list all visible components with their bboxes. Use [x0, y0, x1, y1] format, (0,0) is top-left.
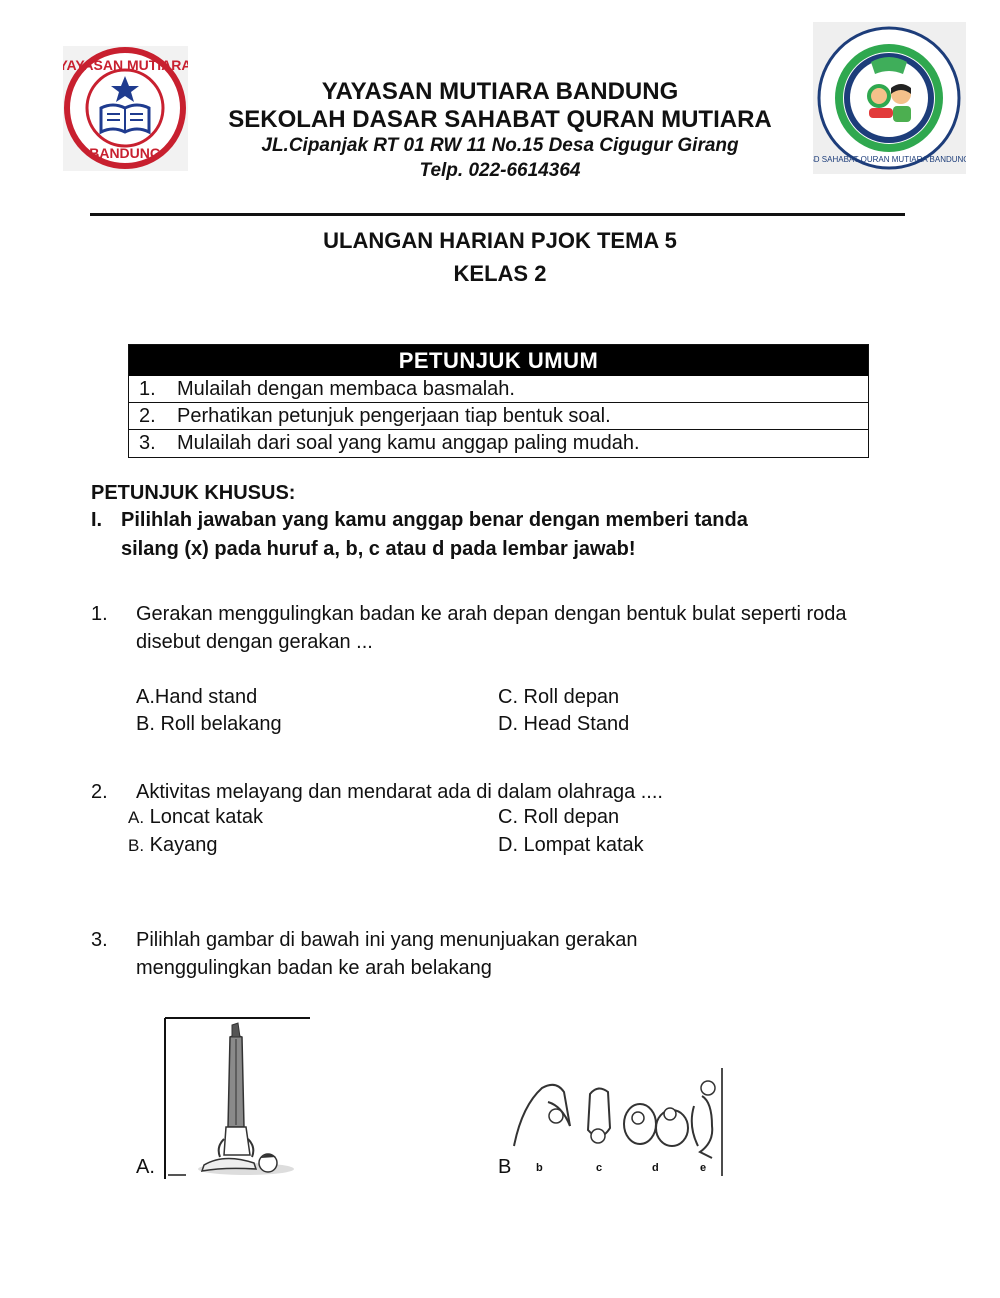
instruction-item: 1. Mulailah dengan membaca basmalah. [139, 378, 515, 400]
question-text: Gerakan menggulingkan badan ke arah depan dengan bentuk bulat seperti roda [136, 603, 847, 625]
option-c[interactable]: C. Roll depan [498, 686, 620, 708]
question-text: disebut dengan gerakan ... [136, 631, 373, 653]
option-a[interactable]: A. Loncat katak [128, 806, 264, 828]
special-instructions-title: PETUNJUK KHUSUS: [91, 482, 296, 504]
backward-roll-sequence-image[interactable] [512, 1066, 726, 1178]
option-b[interactable]: B. Kayang [128, 834, 218, 856]
image-option-a-label[interactable]: A. [136, 1156, 155, 1178]
sequence-label: e [700, 1162, 707, 1174]
svg-text:BANDUNG: BANDUNG [89, 145, 161, 161]
shoulder-stand-image[interactable] [164, 1017, 310, 1179]
school-phone: Telp. 022-6614364 [419, 160, 581, 181]
exam-title: ULANGAN HARIAN PJOK TEMA 5 [323, 228, 677, 253]
roman-numeral: I. [91, 509, 103, 531]
option-b[interactable]: B. Roll belakang [136, 713, 282, 735]
svg-text:SD SAHABAT QURAN MUTIARA BANDU: SD SAHABAT QURAN MUTIARA BANDUNG [813, 155, 966, 164]
general-instructions-title: PETUNJUK UMUM [129, 345, 868, 376]
school-address: JL.Cipanjak RT 01 RW 11 No.15 Desa Cigugur Girang [261, 135, 739, 156]
general-instructions-box [128, 344, 869, 458]
instruction-item: 3. Mulailah dari soal yang kamu anggap paling mudah. [129, 429, 868, 456]
question-number: 1. [91, 603, 108, 625]
sequence-label: c [596, 1162, 603, 1174]
exam-grade: KELAS 2 [453, 261, 547, 286]
question-text: Pilihlah gambar di bawah ini yang menunjuakan gerakan [136, 929, 638, 951]
question-number: 3. [91, 929, 108, 951]
image-option-b-label[interactable]: B [498, 1156, 512, 1178]
option-c[interactable]: C. Roll depan [498, 806, 620, 828]
question-text: Aktivitas melayang dan mendarat ada di dalam olahraga .... [136, 781, 663, 803]
svg-text:YAYASAN MUTIARA: YAYASAN MUTIARA [63, 57, 188, 73]
special-instruction-line1: Pilihlah jawaban yang kamu anggap benar dengan memberi tanda [121, 509, 748, 531]
school-name: SEKOLAH DASAR SAHABAT QURAN MUTIARA [228, 106, 772, 133]
header-divider [90, 213, 905, 216]
foundation-name: YAYASAN MUTIARA BANDUNG [321, 78, 679, 105]
instruction-item: 2. Perhatikan petunjuk pengerjaan tiap bentuk soal. [129, 402, 868, 429]
sequence-label: d [652, 1162, 659, 1174]
option-d[interactable]: D. Lompat katak [498, 834, 644, 856]
question-number: 2. [91, 781, 108, 803]
special-instruction-line2: silang (x) pada huruf a, b, c atau d pada lembar jawab! [121, 538, 636, 560]
sequence-label: b [536, 1162, 543, 1174]
option-d[interactable]: D. Head Stand [498, 713, 630, 735]
question-text: menggulingkan badan ke arah belakang [136, 957, 492, 979]
option-a[interactable]: A.Hand stand [136, 686, 258, 708]
